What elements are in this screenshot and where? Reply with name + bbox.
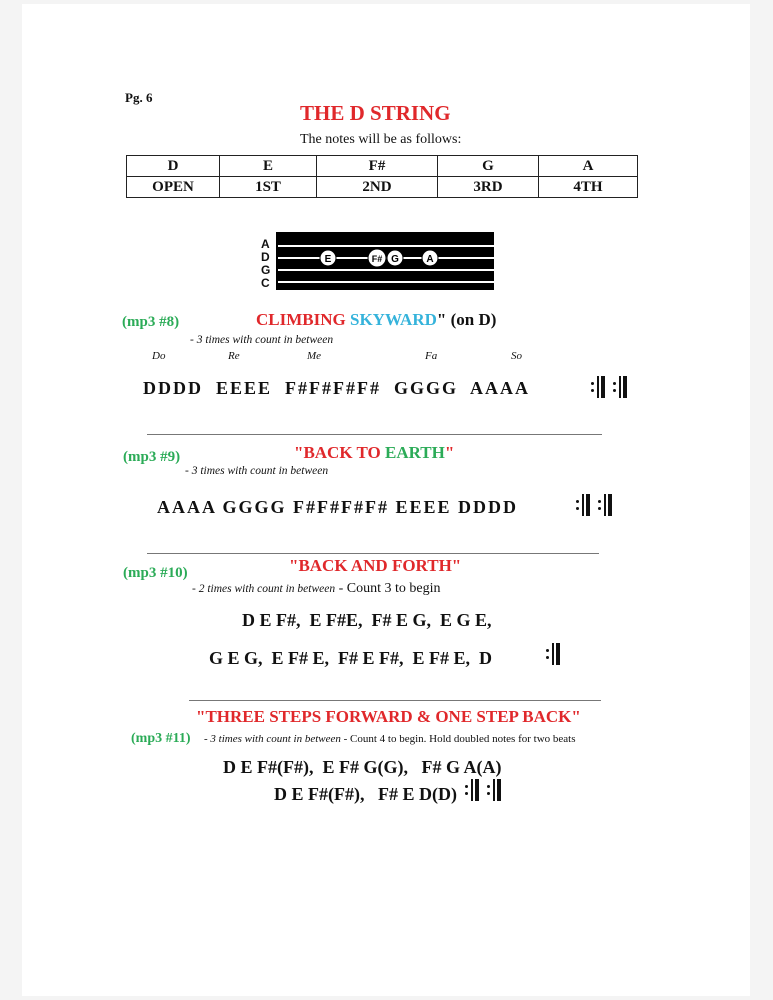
position-cell: 2ND bbox=[317, 177, 438, 198]
mp3-label: (mp3 #10) bbox=[123, 565, 188, 581]
page-number: Pg. 6 bbox=[125, 90, 153, 105]
exercise-title-part: CLIMBING bbox=[256, 310, 350, 329]
string-label-g: G bbox=[261, 263, 271, 277]
repeat-sign-icon bbox=[465, 779, 501, 801]
mp3-label: (mp3 #8) bbox=[122, 314, 180, 330]
section-divider bbox=[147, 553, 599, 554]
note-cell: D bbox=[127, 156, 220, 177]
notes-table bbox=[126, 155, 638, 198]
instruction-count: - Count 4 to begin. Hold doubled notes for two beats bbox=[340, 733, 576, 745]
finger-marker-label: E bbox=[324, 254, 332, 265]
exercise-title bbox=[294, 443, 454, 463]
section-divider bbox=[147, 434, 602, 435]
section-divider bbox=[189, 700, 601, 701]
exercise-title bbox=[256, 310, 496, 330]
repeat-sign-icon bbox=[591, 376, 627, 398]
note-sequence: G E G, E F# E, F# E F#, E F# E, D bbox=[209, 648, 493, 668]
position-cell: 3RD bbox=[438, 177, 539, 198]
nut bbox=[272, 232, 276, 290]
intro-text: The notes will be as follows: bbox=[300, 132, 462, 147]
instruction-count: - Count 3 to begin bbox=[335, 581, 441, 596]
positions-row bbox=[127, 177, 638, 198]
note-cell: E bbox=[220, 156, 317, 177]
note-sequence: D E F#(F#), E F# G(G), F# G A(A) bbox=[223, 757, 502, 777]
exercise-title: "BACK AND FORTH" bbox=[289, 556, 462, 575]
exercise-title-part: EARTH bbox=[385, 443, 445, 462]
solfege-syllable: So bbox=[511, 350, 522, 362]
repeat-sign-icon bbox=[576, 494, 612, 516]
exercise-title-part: " (on D) bbox=[436, 310, 497, 329]
exercise-title: "THREE STEPS FORWARD & ONE STEP BACK" bbox=[196, 707, 581, 726]
repeat-sign-icon bbox=[546, 643, 560, 665]
note-cell: G bbox=[438, 156, 539, 177]
string-label-d: D bbox=[261, 250, 270, 264]
note-sequence: DDDD EEEE F#F#F#F# GGGG AAAA bbox=[143, 378, 531, 398]
finger-marker-label: G bbox=[391, 254, 399, 265]
string-label-a: A bbox=[261, 237, 270, 251]
exercise-instruction: - 3 times with count in between bbox=[190, 334, 334, 346]
finger-marker-label: A bbox=[426, 254, 434, 265]
exercise-title-part: SKYWARD bbox=[349, 310, 437, 329]
exercise-title-part: "BACK TO bbox=[294, 443, 386, 462]
position-cell: 4TH bbox=[539, 177, 638, 198]
exercise-instruction bbox=[192, 581, 440, 597]
instruction-repeat: - 3 times with count in between bbox=[204, 733, 341, 745]
position-cell: 1ST bbox=[220, 177, 317, 198]
finger-marker-label: F# bbox=[371, 254, 383, 264]
note-sequence: AAAA GGGG F#F#F#F# EEEE DDDD bbox=[157, 497, 519, 517]
string-label-c: C bbox=[261, 276, 270, 290]
note-sequence: D E F#(F#), F# E D(D) bbox=[274, 784, 457, 804]
exercise-instruction bbox=[204, 733, 576, 745]
solfege-syllable: Me bbox=[307, 350, 322, 362]
solfege-syllable: Re bbox=[228, 350, 240, 362]
position-cell: OPEN bbox=[127, 177, 220, 198]
solfege-syllable: Fa bbox=[425, 350, 438, 362]
note-sequence: D E F#, E F#E, F# E G, E G E, bbox=[242, 610, 492, 630]
fingerboard-diagram bbox=[258, 232, 498, 290]
note-cell: F# bbox=[317, 156, 438, 177]
mp3-label: (mp3 #9) bbox=[123, 449, 181, 465]
mp3-label: (mp3 #11) bbox=[131, 731, 191, 746]
exercise-instruction: - 3 times with count in between bbox=[185, 465, 329, 477]
instruction-repeat: - 2 times with count in between bbox=[192, 583, 336, 595]
note-cell: A bbox=[539, 156, 638, 177]
page-title: THE D STRING bbox=[300, 101, 451, 125]
solfege-syllable: Do bbox=[152, 350, 166, 362]
notes-row bbox=[127, 156, 638, 177]
exercise-title-part: " bbox=[444, 443, 455, 462]
